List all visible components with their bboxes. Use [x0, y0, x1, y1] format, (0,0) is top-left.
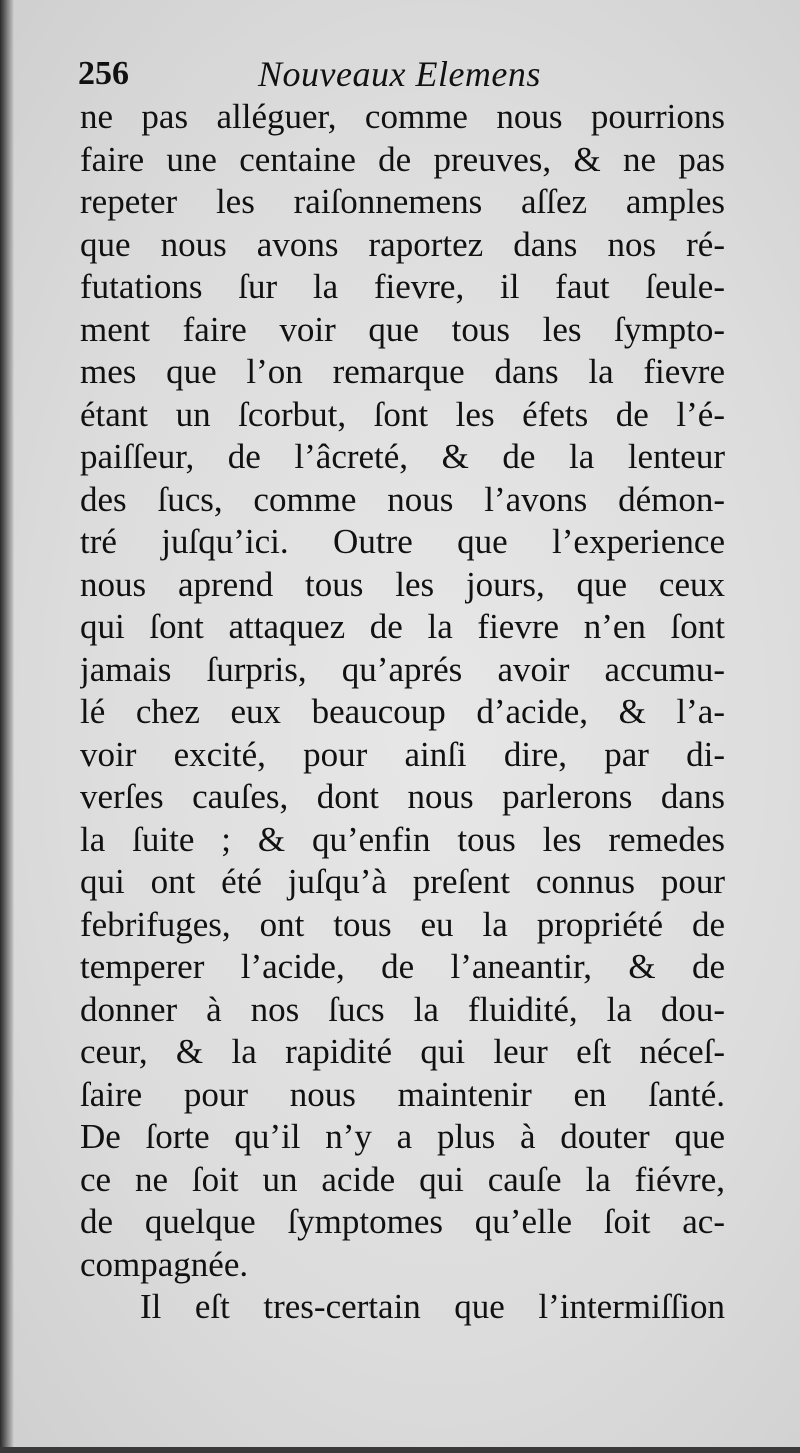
- text-line: Il eſt tres-certain que l’intermiſſion: [140, 1287, 725, 1326]
- text-line: lé chez eux beaucoup d’acide, & l’a-: [80, 692, 725, 731]
- text-line: ne pas alléguer, comme nous pourrions: [80, 97, 725, 136]
- page-bottom-edge: [0, 1447, 800, 1453]
- text-line: faire une centaine de preuves, & ne pas: [80, 139, 725, 179]
- running-title: Nouveaux Elemens: [258, 54, 541, 94]
- text-line: jamais ſurpris, qu’aprés avoir accumu-: [80, 649, 725, 689]
- text-line: tré juſqu’ici. Outre que l’experience: [80, 522, 725, 561]
- text-line: futations ſur la fievre, il faut ſeule-: [80, 267, 725, 306]
- text-line: voir excité, pour ainſi dire, par di-: [80, 734, 725, 774]
- text-line: ſaire pour nous maintenir en ſanté.: [80, 1074, 725, 1114]
- text-line: de quelque ſymptomes qu’elle ſoit ac-: [80, 1202, 725, 1241]
- text-line: ceur, & la rapidité qui leur eſt néceſ-: [80, 1032, 725, 1071]
- text-line: paiſſeur, de l’âcreté, & de la lenteur: [80, 437, 725, 476]
- body-text: [80, 96, 725, 1329]
- text-line: repeter les raiſonnemens aſſez amples: [80, 182, 725, 221]
- text-line: nous aprend tous les jours, que ceux: [80, 564, 725, 604]
- text-line: febrifuges, ont tous eu la propriété de: [80, 904, 725, 944]
- text-line: que nous avons raportez dans nos ré-: [80, 224, 725, 264]
- text-line: qui ſont attaquez de la fievre n’en ſont: [80, 607, 725, 646]
- text-line: compagnée.: [80, 1244, 249, 1284]
- text-line: des ſucs, comme nous l’avons démon-: [80, 479, 725, 519]
- text-line: la ſuite ; & qu’enfin tous les remedes: [80, 819, 725, 859]
- text-line: temperer l’acide, de l’aneantir, & de: [80, 947, 725, 986]
- page-gutter-shadow: [0, 0, 14, 1453]
- page-header: [78, 52, 718, 96]
- text-line: mes que l’on remarque dans la fievre: [80, 352, 725, 391]
- text-line: ment faire voir que tous les ſympto-: [80, 309, 725, 349]
- page-number: 256: [78, 55, 129, 92]
- text-line: De ſorte qu’il n’y a plus à douter que: [80, 1117, 725, 1156]
- text-line: verſes cauſes, dont nous parlerons dans: [80, 777, 725, 816]
- text-line: donner à nos ſucs la fluidité, la dou-: [80, 989, 725, 1029]
- text-line: qui ont été juſqu’à preſent connus pour: [80, 862, 725, 901]
- text-line: étant un ſcorbut, ſont les éfets de l’é-: [80, 394, 725, 434]
- text-line: ce ne ſoit un acide qui cauſe la fiévre,: [80, 1159, 725, 1199]
